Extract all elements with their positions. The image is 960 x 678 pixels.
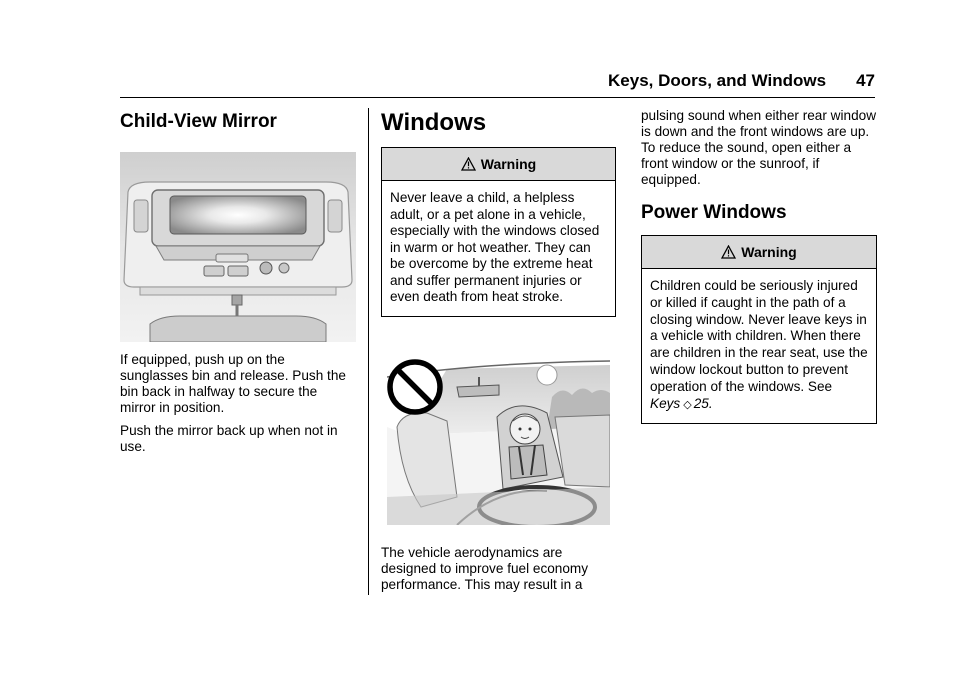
header-rule <box>120 97 875 98</box>
keys-link-page[interactable]: 25. <box>693 395 713 411</box>
page-reference-icon: ◇ <box>683 398 692 411</box>
child-in-car-illustration <box>387 357 610 525</box>
column-power-windows <box>641 108 877 424</box>
paragraph-child-view-1: If equipped, push up on the sunglasses bin and release. Push the bin back in halfway to secure the mirror in position. <box>120 352 346 415</box>
warning-body-text: Children could be seriously injured or killed if caught in the path of a closing window. Never leave keys in a vehicle with children. When there are children in the rear seat, use the window lockout button to prevent operation of the windows. See <box>650 278 868 394</box>
warning-text-power-windows <box>642 269 876 423</box>
child-view-mirror-illustration <box>120 152 356 342</box>
warning-triangle-icon <box>461 157 476 171</box>
warning-title: Warning <box>480 156 537 172</box>
page-header <box>120 71 875 91</box>
page-number: 47 <box>856 71 875 90</box>
paragraph-windows-continued: pulsing sound when either rear window is down and the front windows are up. To reduce the sound, open either a front window or the sunroof, if equipped. <box>641 108 877 187</box>
warning-title: Warning <box>741 244 797 260</box>
paragraph-child-view-2: Push the mirror back up when not in use. <box>120 423 338 454</box>
section-title: Keys, Doors, and Windows <box>608 71 827 90</box>
warning-title-bar <box>382 148 615 181</box>
column-child-view-mirror <box>120 108 356 455</box>
heading-child-view-mirror: Child-View Mirror <box>120 111 277 132</box>
warning-title-bar <box>642 236 876 269</box>
heading-windows: Windows <box>381 109 487 136</box>
warning-box-windows <box>381 147 616 317</box>
column-divider <box>368 108 369 595</box>
warning-triangle-icon <box>721 245 736 259</box>
column-windows <box>381 108 616 593</box>
warning-text-windows: Never leave a child, a helpless adult, or a pet alone in a vehicle, especially with the windows closed in warm or hot weather. They can be overcome by the extreme heat and suffer permanent injuries or even death from heat stroke. <box>390 190 600 304</box>
heading-power-windows: Power Windows <box>641 202 787 223</box>
warning-box-power-windows <box>641 235 877 424</box>
keys-link[interactable]: Keys <box>650 395 681 411</box>
paragraph-aerodynamics: The vehicle aerodynamics are designed to improve fuel economy performance. This may result in a <box>381 544 589 592</box>
